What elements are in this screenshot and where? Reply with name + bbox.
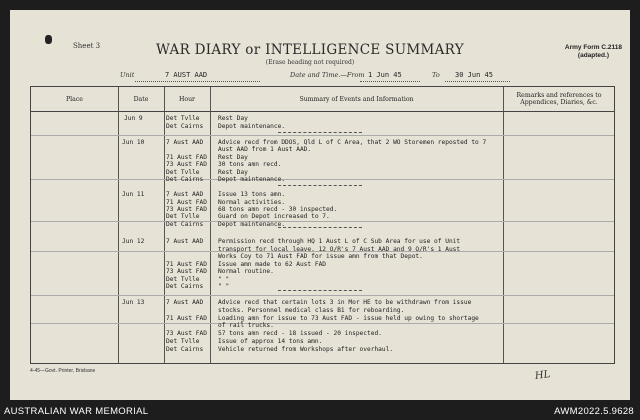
entry-text: Depot maintenance. [218,123,286,130]
handwritten-initials: HL [534,368,552,383]
entry-text: Advice recd that certain lots 3 in Mor HE to be withdrawn from issue [218,299,472,306]
entry-text: Works Coy to 71 Aust FAD for issue amn from that Depot. [218,253,423,260]
entry-text: Vehicle returned from Workshops after overhaul. [218,346,394,353]
entry-text: Normal activities. [218,199,286,206]
entry-unit: Det Cairns [166,123,204,130]
entry-text: 68 tons amn recd - 30 inspected. [218,206,338,213]
printer-imprint: 4-45—Govt. Printer, Brisbane [30,368,96,374]
unit-line [135,80,260,82]
entry-unit: 73 Aust FAD [166,330,207,337]
entry-unit: 73 Aust FAD [166,206,207,213]
entry-unit: Det Cairns [166,176,204,183]
col-divider [164,87,165,363]
header-divider [31,111,614,112]
entry-text: Advice recd from DDOS, Qld L of C Area, that 2 WO Storemen reposted to 7 [218,139,487,146]
entry-text: " " [218,283,230,290]
col-header-summary: Summary of Events and Information [299,95,414,103]
unit-label: Unit [120,71,135,79]
col-header-remarks: Remarks and references to Appendices, Diaries, &c. [516,92,602,106]
date-to: 30 Jun 45 [455,71,493,79]
entry-text: Rest Day [218,154,248,161]
col-divider [118,87,119,363]
entry-unit: 7 Aust AAD [166,191,204,198]
row-divider [31,323,614,324]
entry-unit: Det Cairns [166,283,204,290]
entry-unit: 73 Aust FAD [166,161,207,168]
entry-unit: Det Cairns [166,346,204,353]
col-header-date: Date [133,95,149,103]
entry-separator [278,132,362,133]
unit-value: 7 AUST AAD [165,71,208,79]
entry-text: Depot maintenance. [218,221,286,228]
entry-text: stocks. Personnel medical class B1 for reboarding. [218,307,405,314]
col-divider [503,87,504,363]
ink-mark [45,35,52,44]
entry-text: Issue amn made to 62 Aust FAD [218,261,327,268]
entry-unit: Det Tvlle [166,213,200,220]
entry-date: Jun 10 [122,139,145,146]
entry-unit: Det Cairns [166,221,204,228]
army-form-number [565,44,622,60]
entry-unit: 71 Aust FAD [166,199,207,206]
entry-unit: 71 Aust FAD [166,154,207,161]
entry-text: 57 tons amn recd - 18 issued - 20 inspected. [218,330,382,337]
army-form-label: Army Form C.2118 [564,44,622,51]
col-header-place: Place [66,95,83,103]
form-subtitle: (Erase heading not required) [265,59,355,66]
entry-date: Jun 9 [124,115,143,122]
entry-text: " " [218,276,230,283]
row-divider [31,135,614,136]
entry-separator [278,185,362,186]
archive-reference: AWM2022.5.9628 [554,406,634,417]
entry-unit: Det Tvlle [166,115,200,122]
entry-text: Loading amn for issue to 73 Aust FAD - issue held up owing to shortage [218,315,479,322]
entry-unit: 71 Aust FAD [166,315,207,322]
entry-unit: Det Tvlle [166,169,200,176]
to-label: To [432,71,440,79]
entry-text: Guard on Depot increased to 7. [218,213,330,220]
entry-text: Aust AAD from 1 Aust AAD. [218,146,312,153]
entry-unit: Det Tvlle [166,338,200,345]
entry-text: Rest Day [218,169,248,176]
army-form-sub: (adapted.) [577,52,609,59]
entry-separator [278,227,362,228]
entry-unit: 73 Aust FAD [166,268,207,275]
row-divider [31,295,614,296]
entry-text: Issue of approx 14 tons amn. [218,338,323,345]
entry-text: Normal routine. [218,268,274,275]
entry-text: of rail trucks. [218,322,274,329]
entry-unit: 7 Aust AAD [166,299,204,306]
entry-date: Jun 13 [122,299,145,306]
entry-text: Issue 13 tons amn. [218,191,286,198]
sheet-number: Sheet 3 [73,42,101,50]
entry-unit: 7 Aust AAD [166,139,204,146]
archive-caption: AUSTRALIAN WAR MEMORIAL [4,406,149,417]
diary-table [30,86,615,364]
entry-separator [278,290,362,291]
row-divider [31,221,614,222]
entry-text: Permission recd through HQ 1 Aust L of C Sub Area for use of Unit [218,238,461,245]
entry-text: transport for local leave. 12 O/R's 7 Aust AAD and 9 O/R's 1 Aust [218,246,461,253]
col-divider [210,87,211,363]
to-line [445,80,510,82]
entry-text: Depot maintenance. [218,176,286,183]
entry-date: Jun 11 [122,191,145,198]
entry-unit: 7 Aust AAD [166,238,204,245]
entry-unit: 71 Aust FAD [166,261,207,268]
entry-text: Rest Day [218,115,248,122]
date-label: Date and Time.—From [290,71,365,79]
entry-text: 30 tons amn recd. [218,161,282,168]
entry-date: Jun 12 [122,238,145,245]
col-header-hour: Hour [178,95,196,103]
entry-unit: Det Tvlle [166,276,200,283]
from-line [360,80,420,82]
form-title: WAR DIARY or INTELLIGENCE SUMMARY [156,42,464,58]
date-from: 1 Jun 45 [368,71,402,79]
row-divider [31,179,614,180]
